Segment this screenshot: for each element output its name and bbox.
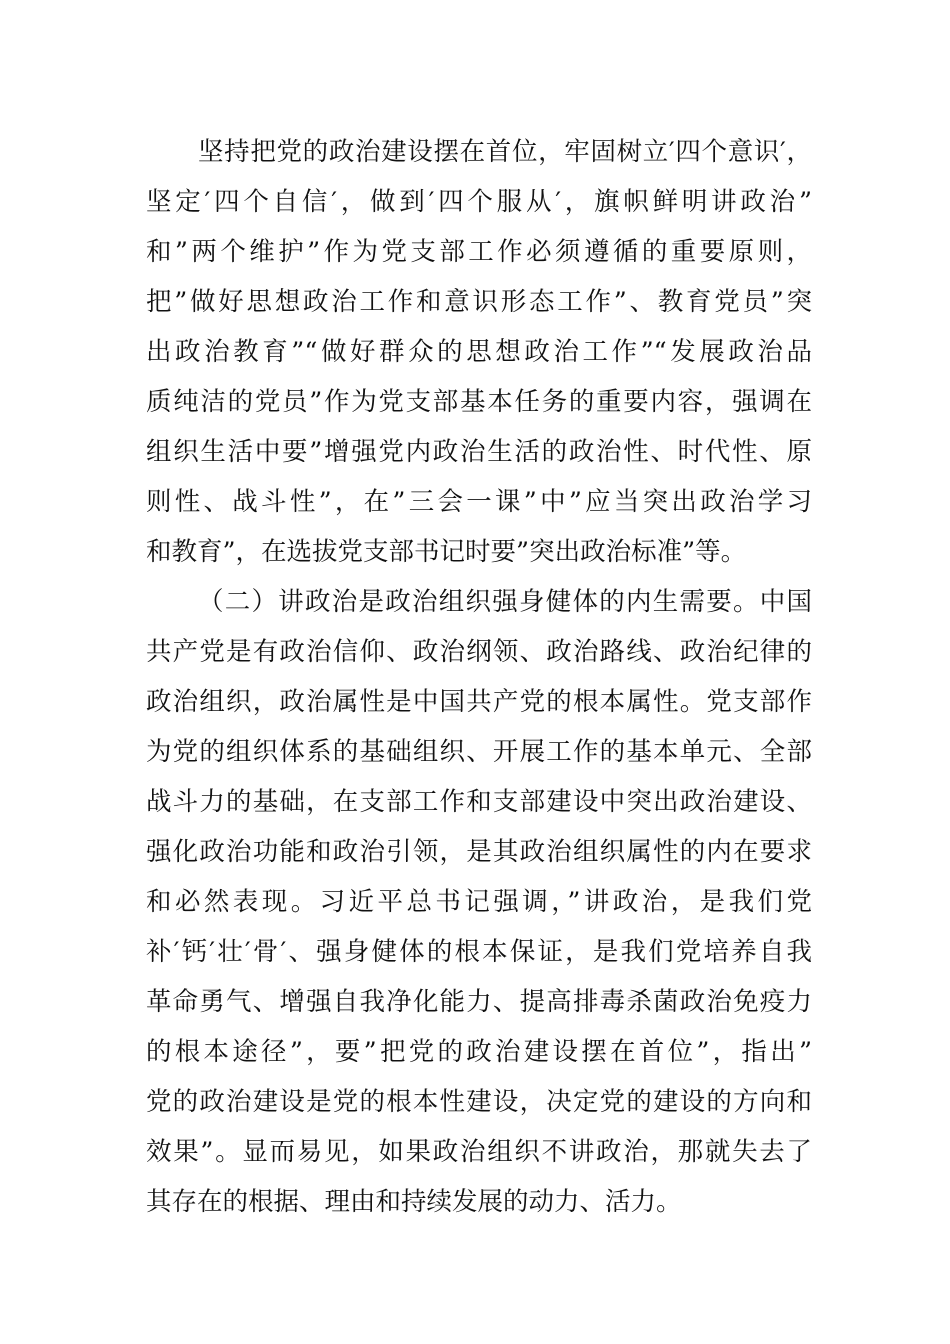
text-line: 质纯洁的党员”作为党支部基本任务的重要内容，强调在 bbox=[146, 387, 812, 417]
text-line: 和必然表现。习近平总书记强调，”讲政治，是我们党 bbox=[146, 887, 812, 917]
text-line: 其存在的根据、理由和持续发展的动力、活力。 bbox=[146, 1187, 682, 1217]
text-line: 共产党是有政治信仰、政治纲领、政治路线、政治纪律的 bbox=[146, 637, 812, 667]
text-line: 组织生活中要”增强党内政治生活的政治性、时代性、原 bbox=[146, 437, 812, 467]
text-line: 革命勇气、增强自我净化能力、提高排毒杀菌政治免疫力 bbox=[146, 987, 812, 1017]
text-line: 则性、战斗性”，在”三会一课”中”应当突出政治学习 bbox=[146, 487, 812, 517]
paragraph-1 bbox=[146, 127, 812, 577]
text-line: 政治组织，政治属性是中国共产党的根本属性。党支部作 bbox=[146, 687, 812, 717]
text-line: 补′钙′壮′骨′、强身健体的根本保证，是我们党培养自我 bbox=[146, 937, 812, 967]
text-line: 和”两个维护”作为党支部工作必须遵循的重要原则， bbox=[146, 237, 812, 267]
section-heading-line: （二）讲政治是政治组织强身健体的内生需要。中国 bbox=[198, 587, 812, 617]
document-body bbox=[146, 127, 812, 1227]
text-line: 强化政治功能和政治引领，是其政治组织属性的内在要求 bbox=[146, 837, 812, 867]
paragraph-2 bbox=[146, 577, 812, 1227]
text-line: 为党的组织体系的基础组织、开展工作的基本单元、全部 bbox=[146, 737, 812, 767]
text-line: 的根本途径”，要”把党的政治建设摆在首位”，指出” bbox=[146, 1037, 812, 1067]
text-line: 出政治教育”“做好群众的思想政治工作”“发展政治品 bbox=[146, 337, 812, 367]
text-line: 和教育”，在选拔党支部书记时要”突出政治标准”等。 bbox=[146, 537, 747, 567]
text-line: 坚持把党的政治建设摆在首位，牢固树立′四个意识′， bbox=[198, 137, 812, 167]
text-line: 坚定′四个自信′，做到′四个服从′，旗帜鲜明讲政治” bbox=[146, 187, 812, 217]
text-line: 战斗力的基础，在支部工作和支部建设中突出政治建设、 bbox=[146, 787, 812, 817]
text-line: 党的政治建设是党的根本性建设，决定党的建设的方向和 bbox=[146, 1087, 812, 1117]
text-line: 把”做好思想政治工作和意识形态工作”、教育党员”突 bbox=[146, 287, 812, 317]
text-line: 效果”。显而易见，如果政治组织不讲政治，那就失去了 bbox=[146, 1137, 812, 1167]
